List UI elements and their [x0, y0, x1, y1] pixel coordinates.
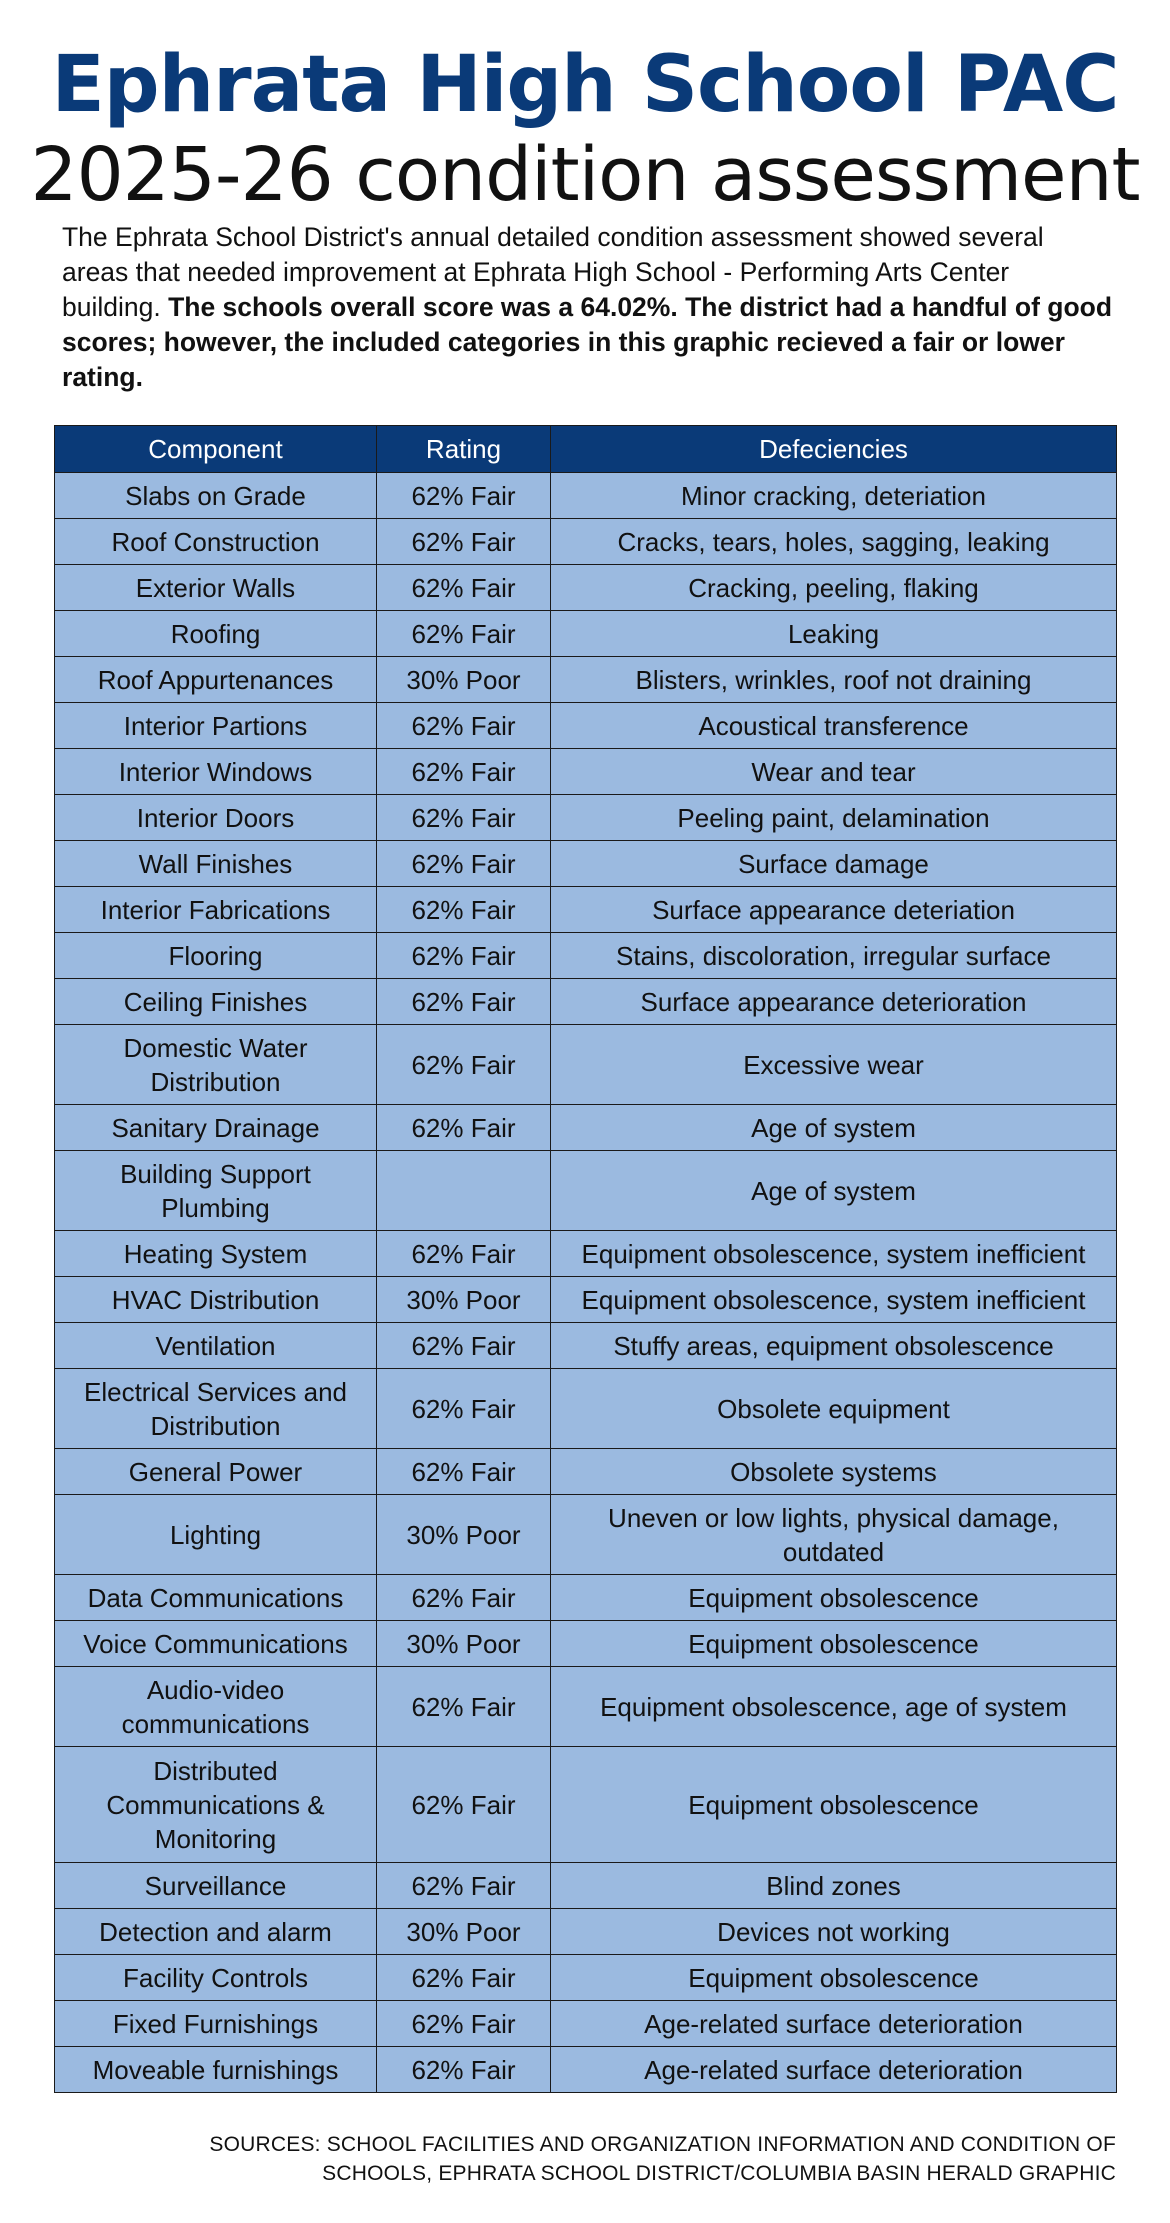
cell-rating: 62% Fair [377, 933, 551, 979]
cell-component: Voice Communications [55, 1621, 377, 1667]
cell-component: Heating System [55, 1231, 377, 1277]
cell-deficiency: Stuffy areas, equipment obsolescence [551, 1323, 1117, 1369]
cell-component: Interior Fabrications [55, 887, 377, 933]
table-row [55, 657, 1117, 703]
cell-component: Building Support Plumbing [55, 1151, 377, 1231]
table-row [55, 1863, 1117, 1909]
cell-rating: 62% Fair [377, 473, 551, 519]
sources-line-2: SCHOOLS, EPHRATA SCHOOL DISTRICT/COLUMBIA BASIN HERALD GRAPHIC [322, 2162, 1116, 2185]
cell-component: Domestic Water Distribution [55, 1025, 377, 1105]
cell-deficiency: Surface damage [551, 841, 1117, 887]
table-row [55, 473, 1117, 519]
cell-rating: 62% Fair [377, 1105, 551, 1151]
cell-deficiency: Age-related surface deterioration [551, 2001, 1117, 2047]
cell-deficiency: Stains, discoloration, irregular surface [551, 933, 1117, 979]
cell-deficiency: Cracks, tears, holes, sagging, leaking [551, 519, 1117, 565]
cell-rating: 62% Fair [377, 1449, 551, 1495]
table-row [55, 1369, 1117, 1449]
cell-rating: 62% Fair [377, 611, 551, 657]
table-row [55, 1323, 1117, 1369]
page-subtitle: 2025-26 condition assessment [30, 132, 1140, 218]
table-row [55, 1667, 1117, 1747]
cell-deficiency: Equipment obsolescence [551, 1575, 1117, 1621]
table-row [55, 979, 1117, 1025]
cell-component: Moveable furnishings [55, 2047, 377, 2093]
table-row [55, 1955, 1117, 2001]
cell-deficiency: Age of system [551, 1151, 1117, 1231]
cell-deficiency: Equipment obsolescence [551, 1747, 1117, 1863]
cell-deficiency: Leaking [551, 611, 1117, 657]
intro-text: The Ephrata School District's annual detailed condition assessment showed several areas that needed improvement at Ephrata High School - Performing Arts Center building. [62, 222, 1044, 322]
table-row [55, 1621, 1117, 1667]
column-header-rating: Rating [377, 426, 551, 473]
cell-rating: 62% Fair [377, 1231, 551, 1277]
cell-deficiency: Excessive wear [551, 1025, 1117, 1105]
table-row [55, 1231, 1117, 1277]
table-row [55, 841, 1117, 887]
table-row [55, 611, 1117, 657]
cell-deficiency: Uneven or low lights, physical damage, outdated [551, 1495, 1117, 1575]
table-row [55, 1495, 1117, 1575]
cell-rating: 62% Fair [377, 1323, 551, 1369]
cell-component: Roof Appurtenances [55, 657, 377, 703]
page-title: Ephrata High School PAC [51, 40, 1119, 130]
sources-credit [209, 2130, 1116, 2188]
cell-rating: 62% Fair [377, 1667, 551, 1747]
table-row [55, 2047, 1117, 2093]
table-row [55, 795, 1117, 841]
cell-rating: 62% Fair [377, 519, 551, 565]
table-header-row [55, 426, 1117, 473]
cell-rating: 62% Fair [377, 1025, 551, 1105]
table-row [55, 2001, 1117, 2047]
cell-component: Interior Doors [55, 795, 377, 841]
cell-rating [377, 1151, 551, 1231]
intro-paragraph [62, 220, 1112, 395]
cell-deficiency: Cracking, peeling, flaking [551, 565, 1117, 611]
cell-rating: 30% Poor [377, 1495, 551, 1575]
cell-component: Lighting [55, 1495, 377, 1575]
cell-rating: 62% Fair [377, 1369, 551, 1449]
cell-deficiency: Equipment obsolescence, system inefficient [551, 1277, 1117, 1323]
cell-deficiency: Equipment obsolescence [551, 1621, 1117, 1667]
assessment-table [54, 425, 1117, 2093]
cell-rating: 62% Fair [377, 887, 551, 933]
table-body [55, 473, 1117, 2093]
column-header-deficiencies: Defeciencies [551, 426, 1117, 473]
cell-deficiency: Age-related surface deterioration [551, 2047, 1117, 2093]
cell-rating: 30% Poor [377, 1277, 551, 1323]
cell-deficiency: Blisters, wrinkles, roof not draining [551, 657, 1117, 703]
cell-rating: 62% Fair [377, 703, 551, 749]
cell-component: Data Communications [55, 1575, 377, 1621]
cell-deficiency: Peeling paint, delamination [551, 795, 1117, 841]
cell-rating: 62% Fair [377, 2001, 551, 2047]
cell-component: Roof Construction [55, 519, 377, 565]
cell-component: Sanitary Drainage [55, 1105, 377, 1151]
cell-deficiency: Blind zones [551, 1863, 1117, 1909]
cell-component: Slabs on Grade [55, 473, 377, 519]
table-row [55, 1025, 1117, 1105]
table-row [55, 749, 1117, 795]
cell-rating: 62% Fair [377, 1955, 551, 2001]
table-row [55, 1575, 1117, 1621]
cell-deficiency: Obsolete equipment [551, 1369, 1117, 1449]
table-row [55, 887, 1117, 933]
cell-deficiency: Acoustical transference [551, 703, 1117, 749]
cell-component: Flooring [55, 933, 377, 979]
column-header-component: Component [55, 426, 377, 473]
cell-component: Electrical Services and Distribution [55, 1369, 377, 1449]
intro-bold-text: The schools overall score was a 64.02%. The district had a handful of good scores; however, the included categories in this graphic recieved a fair or lower rating. [62, 292, 1113, 392]
cell-component: Facility Controls [55, 1955, 377, 2001]
cell-component: HVAC Distribution [55, 1277, 377, 1323]
table-row [55, 565, 1117, 611]
cell-rating: 30% Poor [377, 1909, 551, 1955]
cell-deficiency: Equipment obsolescence, age of system [551, 1667, 1117, 1747]
cell-rating: 62% Fair [377, 565, 551, 611]
cell-deficiency: Wear and tear [551, 749, 1117, 795]
table-row [55, 933, 1117, 979]
cell-component: Detection and alarm [55, 1909, 377, 1955]
cell-rating: 62% Fair [377, 1747, 551, 1863]
cell-component: Surveillance [55, 1863, 377, 1909]
cell-deficiency: Surface appearance deterioration [551, 979, 1117, 1025]
cell-deficiency: Minor cracking, deteriation [551, 473, 1117, 519]
cell-rating: 62% Fair [377, 1863, 551, 1909]
table-row [55, 1909, 1117, 1955]
cell-component: Exterior Walls [55, 565, 377, 611]
cell-component: General Power [55, 1449, 377, 1495]
cell-rating: 62% Fair [377, 2047, 551, 2093]
table-row [55, 1747, 1117, 1863]
table-row [55, 1105, 1117, 1151]
sources-line-1: SOURCES: SCHOOL FACILITIES AND ORGANIZATION INFORMATION AND CONDITION OF [209, 2133, 1116, 2156]
cell-component: Ceiling Finishes [55, 979, 377, 1025]
cell-component: Roofing [55, 611, 377, 657]
cell-deficiency: Equipment obsolescence, system inefficient [551, 1231, 1117, 1277]
cell-rating: 62% Fair [377, 1575, 551, 1621]
cell-component: Fixed Furnishings [55, 2001, 377, 2047]
cell-deficiency: Obsolete systems [551, 1449, 1117, 1495]
cell-rating: 62% Fair [377, 979, 551, 1025]
cell-component: Ventilation [55, 1323, 377, 1369]
table-row [55, 703, 1117, 749]
table-row [55, 1449, 1117, 1495]
cell-rating: 62% Fair [377, 749, 551, 795]
cell-component: Audio-video communications [55, 1667, 377, 1747]
cell-deficiency: Equipment obsolescence [551, 1955, 1117, 2001]
table-row [55, 1151, 1117, 1231]
cell-component: Wall Finishes [55, 841, 377, 887]
cell-deficiency: Surface appearance deteriation [551, 887, 1117, 933]
cell-component: Interior Windows [55, 749, 377, 795]
cell-rating: 30% Poor [377, 657, 551, 703]
cell-deficiency: Age of system [551, 1105, 1117, 1151]
table-row [55, 1277, 1117, 1323]
cell-deficiency: Devices not working [551, 1909, 1117, 1955]
cell-rating: 30% Poor [377, 1621, 551, 1667]
table-row [55, 519, 1117, 565]
cell-component: Interior Partions [55, 703, 377, 749]
cell-rating: 62% Fair [377, 795, 551, 841]
cell-rating: 62% Fair [377, 841, 551, 887]
cell-component: Distributed Communications & Monitoring [55, 1747, 377, 1863]
